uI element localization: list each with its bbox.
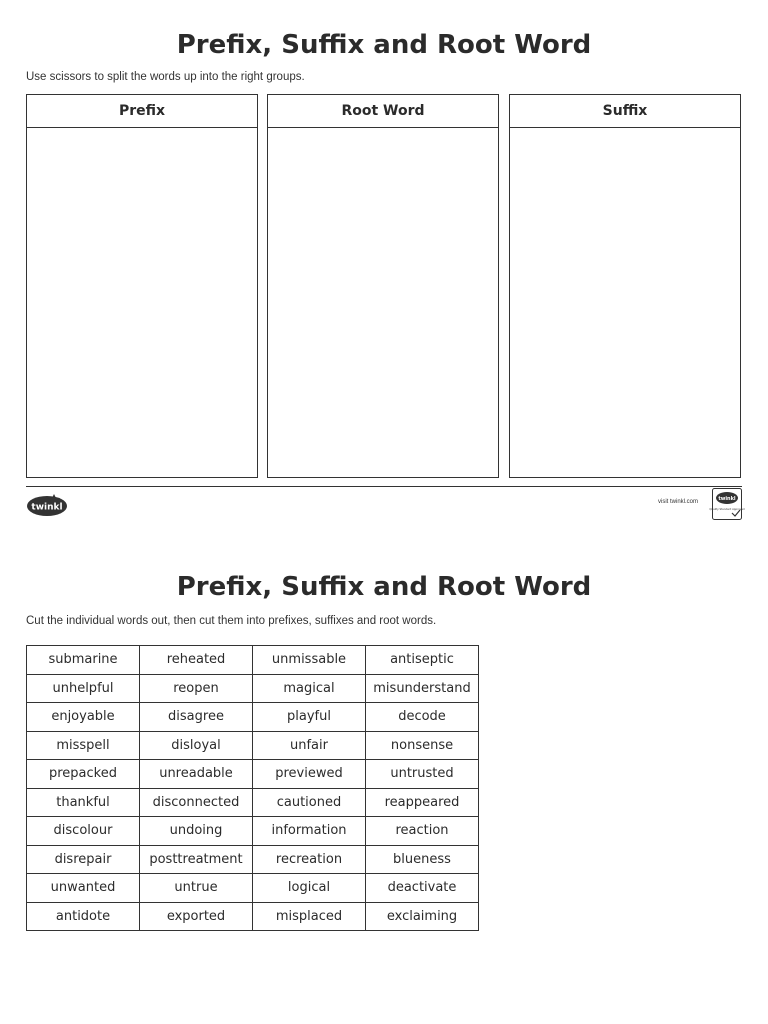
word-cell: antiseptic	[366, 646, 479, 675]
word-cell: blueness	[366, 845, 479, 874]
word-cell: disrepair	[27, 845, 140, 874]
instruction-text-2: Cut the individual words out, then cut them into prefixes, suffixes and root words.	[26, 615, 437, 627]
table-row	[27, 817, 479, 846]
table-row	[27, 788, 479, 817]
table-row	[27, 874, 479, 903]
word-cell: cautioned	[253, 788, 366, 817]
visit-link: visit twinkl.com	[658, 499, 699, 505]
word-cell: playful	[253, 703, 366, 732]
logo-text: twinkl	[31, 502, 63, 513]
quality-badge-icon	[709, 488, 745, 520]
table-row	[27, 902, 479, 931]
word-cell: unreadable	[140, 760, 253, 789]
word-cell: disloyal	[140, 731, 253, 760]
word-cell: untrue	[140, 874, 253, 903]
word-cell: antidote	[27, 902, 140, 931]
word-cell: discolour	[27, 817, 140, 846]
word-cell: reheated	[140, 646, 253, 675]
root-word-column-header: Root Word	[268, 95, 498, 128]
page-title-2: Prefix, Suffix and Root Word	[176, 572, 592, 602]
badge-text: twinkl	[718, 496, 736, 502]
root-word-column	[267, 94, 499, 478]
word-cell: misunderstand	[366, 674, 479, 703]
prefix-column-header: Prefix	[27, 95, 257, 128]
word-cell: exported	[140, 902, 253, 931]
table-row	[27, 646, 479, 675]
word-cell: untrusted	[366, 760, 479, 789]
word-cell: unhelpful	[27, 674, 140, 703]
word-cell: undoing	[140, 817, 253, 846]
page-title: Prefix, Suffix and Root Word	[176, 30, 592, 60]
word-cell: unwanted	[27, 874, 140, 903]
table-row	[27, 760, 479, 789]
word-cell: reopen	[140, 674, 253, 703]
word-cell: unfair	[253, 731, 366, 760]
word-cell: prepacked	[27, 760, 140, 789]
word-cell: information	[253, 817, 366, 846]
word-cell: thankful	[27, 788, 140, 817]
word-cell: deactivate	[366, 874, 479, 903]
table-row	[27, 731, 479, 760]
word-cell: previewed	[253, 760, 366, 789]
word-cell: enjoyable	[27, 703, 140, 732]
footer-divider	[26, 486, 742, 487]
word-cell: misplaced	[253, 902, 366, 931]
word-cell: reaction	[366, 817, 479, 846]
word-cell: decode	[366, 703, 479, 732]
word-cell: unmissable	[253, 646, 366, 675]
word-cell: logical	[253, 874, 366, 903]
word-cell: submarine	[27, 646, 140, 675]
table-row	[27, 703, 479, 732]
table-row	[27, 845, 479, 874]
word-cell: posttreatment	[140, 845, 253, 874]
word-cell: disconnected	[140, 788, 253, 817]
word-cell: disagree	[140, 703, 253, 732]
word-cell: exclaiming	[366, 902, 479, 931]
word-table	[26, 645, 479, 931]
suffix-column	[509, 94, 741, 478]
prefix-column	[26, 94, 258, 478]
instruction-text: Use scissors to split the words up into the right groups.	[26, 71, 305, 83]
badge-subtext: Quality Standard Approved	[709, 508, 745, 511]
word-cell: recreation	[253, 845, 366, 874]
word-cell: misspell	[27, 731, 140, 760]
suffix-column-header: Suffix	[510, 95, 740, 128]
table-row	[27, 674, 479, 703]
twinkl-logo	[26, 491, 68, 517]
word-cell: nonsense	[366, 731, 479, 760]
word-cell: reappeared	[366, 788, 479, 817]
word-cell: magical	[253, 674, 366, 703]
